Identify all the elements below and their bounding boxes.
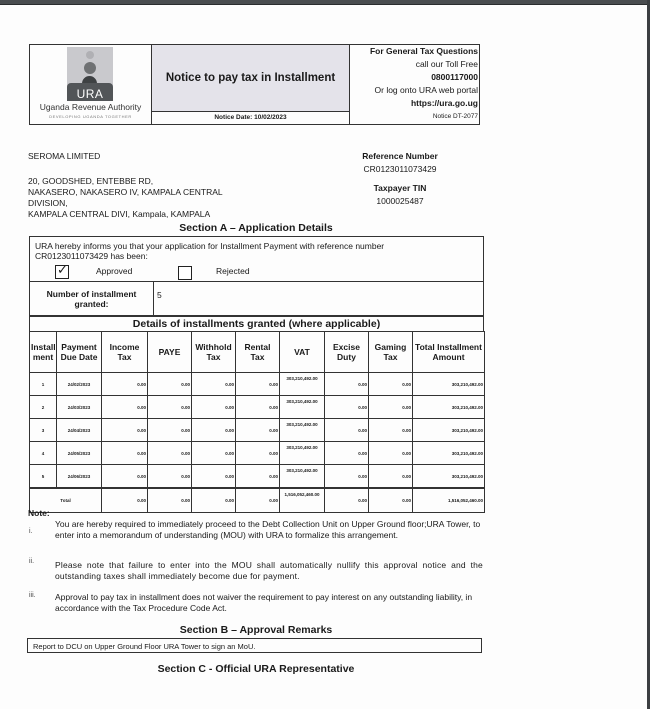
note-text: Approval to pay tax in installment does not waiver the requirement to pay interest on any outstanding liability, in accordance with the Tax Procedure Code Act.: [55, 592, 473, 613]
cell: 303,210,492.00: [413, 419, 485, 442]
cell: 24/03/2023: [57, 396, 102, 419]
col-header: Install ment: [30, 332, 57, 373]
logo-abbr: URA: [67, 87, 113, 101]
cell: 0.00: [325, 373, 369, 396]
cell: 0.00: [369, 419, 413, 442]
tin-value: 1000025487: [376, 196, 424, 206]
cell: 0.00: [369, 465, 413, 489]
cell: 0.00: [369, 396, 413, 419]
address-line: NAKASERO, NAKASERO IV, KAMPALA CENTRAL: [28, 187, 223, 197]
contact-phone: 0800117000: [431, 72, 478, 82]
cell: 0.00: [148, 488, 192, 513]
cell: 0.00: [236, 488, 280, 513]
cell: 0.00: [102, 442, 148, 465]
notice-date: Notice Date: 10/02/2023: [214, 114, 287, 121]
cell: 24/02/2023: [57, 373, 102, 396]
address-line: DIVISION,: [28, 198, 68, 208]
cell: 303,210,492.00: [280, 373, 325, 396]
note-text: You are hereby required to immediately proceed to the Debt Collection Unit on Upper Ground floor;URA Tower, to enter into a memorandum of understanding (MOU) with URA to formalize this arrangement.: [55, 519, 481, 540]
col-header: Withhold Tax: [192, 332, 236, 373]
col-header: Total Installment Amount: [413, 332, 485, 373]
note-number: iii.: [29, 592, 36, 599]
section-b-title: Section B – Approval Remarks: [179, 624, 333, 636]
table-row: [30, 396, 485, 419]
col-header: Gaming Tax: [369, 332, 413, 373]
reference-number: CR0123011073429: [363, 164, 437, 174]
section-a-title: Section A – Application Details: [179, 222, 333, 234]
title-cell: [152, 45, 350, 124]
cell: 303,210,492.00: [280, 442, 325, 465]
cell: 303,210,492.00: [413, 373, 485, 396]
col-header: VAT: [280, 332, 325, 373]
table-row: [30, 419, 485, 442]
table-row: [30, 465, 485, 489]
cell: 4: [30, 442, 57, 465]
cell: 303,210,492.00: [413, 465, 485, 489]
cell: 0.00: [236, 373, 280, 396]
cell: 0.00: [148, 373, 192, 396]
approved-checkbox[interactable]: [55, 262, 69, 279]
taxpayer-address: [28, 176, 223, 220]
application-status-box: [29, 236, 484, 282]
note-text: Please note that failure to enter into the MOU shall automatically nullify this approval notice and the outstanding taxes shall immediately become due for payment.: [55, 560, 483, 581]
approval-remarks: Report to DCU on Upper Ground Floor URA Tower to sign an MoU.: [27, 638, 482, 653]
cell: 24/05/2023: [57, 442, 102, 465]
reference-label: Reference Number: [362, 151, 438, 161]
cell: 0.00: [192, 419, 236, 442]
cell: 0.00: [192, 442, 236, 465]
address-line: KAMPALA CENTRAL DIVI, Kampala, KAMPALA: [28, 209, 211, 219]
table-total-row: [30, 488, 485, 513]
cell: 0.00: [325, 419, 369, 442]
check-icon: ✓: [57, 262, 68, 277]
cell: 0.00: [325, 465, 369, 489]
document-title: Notice to pay tax in Installment: [152, 45, 349, 112]
cell: 0.00: [369, 373, 413, 396]
contact-url-link[interactable]: https://ura.go.ug: [410, 98, 478, 108]
table-row: [30, 373, 485, 396]
installments-granted-label: Number of installment granted:: [30, 281, 154, 315]
cell: 0.00: [148, 442, 192, 465]
notice-header: [29, 44, 480, 125]
cell: 0.00: [102, 465, 148, 489]
cell: 5: [30, 465, 57, 489]
section-c-title: Section C - Official URA Representative: [157, 663, 355, 675]
cell: 2: [30, 396, 57, 419]
cell: 0.00: [192, 465, 236, 489]
cell: 303,210,492.00: [413, 396, 485, 419]
cell: 0.00: [369, 488, 413, 513]
cell: 303,210,492.00: [280, 419, 325, 442]
col-header: Income Tax: [102, 332, 148, 373]
total-label: Total: [30, 488, 102, 513]
cell: 0.00: [236, 396, 280, 419]
cell: 303,210,492.00: [280, 396, 325, 419]
cell: 303,210,492.00: [280, 465, 325, 489]
note-number: i.: [29, 528, 33, 535]
col-header: Rental Tax: [236, 332, 280, 373]
cell: 303,210,492.00: [413, 442, 485, 465]
statement-line: URA hereby informs you that your application for Installment Payment with reference number: [35, 241, 385, 251]
col-header: Excise Duty: [325, 332, 369, 373]
cell: 1,516,052,460.00: [413, 488, 485, 513]
table-header-row: [30, 332, 485, 373]
cell: 0.00: [148, 465, 192, 489]
ura-logo-mark-icon: [67, 47, 113, 99]
cell: 24/04/2023: [57, 419, 102, 442]
contact-heading: For General Tax Questions: [369, 46, 478, 56]
cell: 1: [30, 373, 57, 396]
cell: 0.00: [325, 396, 369, 419]
cell: 0.00: [102, 419, 148, 442]
installments-table: [29, 331, 485, 513]
cell: 0.00: [148, 419, 192, 442]
note-number: ii.: [29, 558, 35, 565]
cell: 0.00: [236, 465, 280, 489]
cell: 1,516,052,460.00: [280, 488, 325, 513]
reference-block: [340, 150, 460, 208]
cell: 3: [30, 419, 57, 442]
installment-details-title: Details of installments granted (where applicable): [29, 316, 484, 332]
statement-line: CR0123011073429 has been:: [35, 251, 148, 261]
cell: 0.00: [102, 373, 148, 396]
contact-portal-label: Or log onto URA web portal: [374, 85, 478, 95]
ura-logo: [30, 45, 152, 124]
cell: 0.00: [369, 442, 413, 465]
notes-heading: Note:: [28, 508, 50, 518]
cell: 0.00: [325, 442, 369, 465]
cell: 24/06/2023: [57, 465, 102, 489]
cell: 0.00: [102, 488, 148, 513]
table-row: [30, 442, 485, 465]
col-header: PAYE: [148, 332, 192, 373]
cell: 0.00: [148, 396, 192, 419]
cell: 0.00: [192, 396, 236, 419]
taxpayer-name: SEROMA LIMITED: [28, 151, 101, 161]
cell: 0.00: [236, 442, 280, 465]
contact-info: [350, 45, 479, 124]
logo-tagline: DEVELOPING UGANDA TOGETHER: [49, 114, 132, 119]
address-line: 20, GOODSHED, ENTEBBE RD,: [28, 176, 154, 186]
contact-toll-free-label: call our Toll Free: [415, 59, 478, 69]
logo-name: Uganda Revenue Authority: [39, 102, 142, 112]
cell: 0.00: [102, 396, 148, 419]
installments-granted-value: 5: [157, 290, 162, 300]
installments-granted-row: [29, 281, 484, 316]
rejected-label: Rejected: [216, 266, 250, 276]
cell: 0.00: [236, 419, 280, 442]
notice-code: Notice DT-2077: [432, 113, 478, 120]
tin-label: Taxpayer TIN: [373, 183, 427, 193]
status-statement: [35, 241, 475, 261]
cell: 0.00: [192, 488, 236, 513]
cell: 0.00: [192, 373, 236, 396]
rejected-checkbox[interactable]: [178, 266, 192, 280]
approved-label: Approved: [96, 266, 133, 276]
cell: 0.00: [325, 488, 369, 513]
col-header: Payment Due Date: [57, 332, 102, 373]
